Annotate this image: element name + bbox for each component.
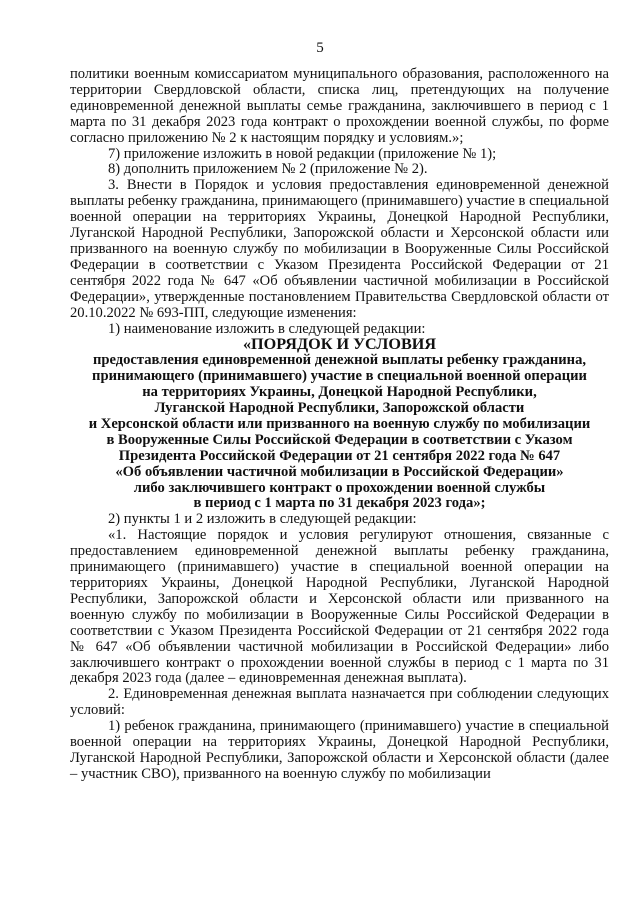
paragraph-item-2: 2) пункты 1 и 2 изложить в следующей редакции: [108, 511, 417, 528]
paragraph-item-1: 1) наименование изложить в следующей редакции: [108, 320, 426, 337]
paragraph-point-2: 2. Единовременная денежная выплата назначается при соблюдении следующих условий: [70, 686, 609, 719]
paragraph-subitem-1: 1) ребенок гражданина, принимающего (принимавшего) участие в специальной военной операции на территориях Украины, Донецкой Народной Республики, Луганской Народной Республики, Запорожской области и Херсонской области (далее – участник СВО), призванного на военную службу по мобилизации [70, 718, 609, 782]
title-line: либо заключившего контракт о прохождении военной службы [133, 479, 546, 496]
paragraph-section-3: 3. Внести в Порядок и условия предоставления единовременной денежной выплаты ребенку гражданина, принимающего (принимавшего) участие в специальной военной операции на территориях Украины, Донецкой Народной Республики, Луганской Народной Республики, Запорожской области и Херсонской области или призванного на военную службу по мобилизации в Вооруженные Силы Российской Федерации в соответствии с Указом Президента Российской Федерации от 21 сентября 2022 года № 647 «Об объявлении частичной мобилизации в Российской Федерации», утвержденные постановлением Правительства Свердловской области от 20.10.2022 № 693-ПП, следующие изменения: [70, 177, 609, 321]
document-title-block [70, 337, 609, 512]
title-line: в Вооруженные Силы Российской Федерации в соответствии с Указом [106, 431, 573, 448]
title-line: и Херсонской области или призванного на военную службу по мобилизации [88, 415, 591, 432]
title-line: предоставления единовременной денежной выплаты ребенку гражданина, [92, 352, 587, 369]
paragraph-point-1: «1. Настоящие порядок и условия регулируют отношения, связанные с предоставлением единовременной денежной выплаты ребенку гражданина, принимающего (принимавшего) участие в специальной военной операции на территориях Украины, Донецкой Народной Республики, Луганской Народной Республики, Запорожской области и Херсонской области или призванного на военную службу по мобилизации в Вооруженные Силы Российской Федерации в соответствии с Указом Президента Российской Федерации от 21 сентября 2022 года № 647 «Об объявлении частичной мобилизации в Российской Федерации» либо заключившего контракт о прохождении военной службы в период с 1 марта по 31 декабря 2023 года (далее – единовременная денежная выплата). [70, 527, 609, 687]
page-number: 5 [316, 40, 324, 56]
title-line: Луганской Народной Республики, Запорожской области [154, 400, 525, 417]
title-line: Президента Российской Федерации от 21 сентября 2022 года № 647 [118, 447, 561, 464]
paragraph-item-8: 8) дополнить приложением № 2 (приложение № 2). [108, 161, 428, 178]
paragraph-continuation: политики военным комиссариатом муниципального образования, расположенного на территории Свердловской области, списка лиц, претендующих на получение единовременной денежной выплаты семье гражданина, заключившего в период с 1 марта по 31 декабря 2023 года контракт о прохождении военной службы, по форме согласно приложению № 2 к настоящим порядку и условиям.»; [70, 66, 609, 146]
paragraph-item-7: 7) приложение изложить в новой редакции (приложение № 1); [108, 145, 497, 162]
document-body [70, 67, 609, 783]
title-line: на территориях Украины, Донецкой Народной Республики, [142, 384, 537, 401]
title-line: в период с 1 марта по 31 декабря 2023 года»; [193, 495, 486, 512]
title-line: принимающего (принимавшего) участие в специальной военной операции [92, 368, 587, 385]
title-line: «Об объявлении частичной мобилизации в Российской Федерации» [115, 463, 564, 480]
title-line: «ПОРЯДОК И УСЛОВИЯ [242, 335, 437, 354]
